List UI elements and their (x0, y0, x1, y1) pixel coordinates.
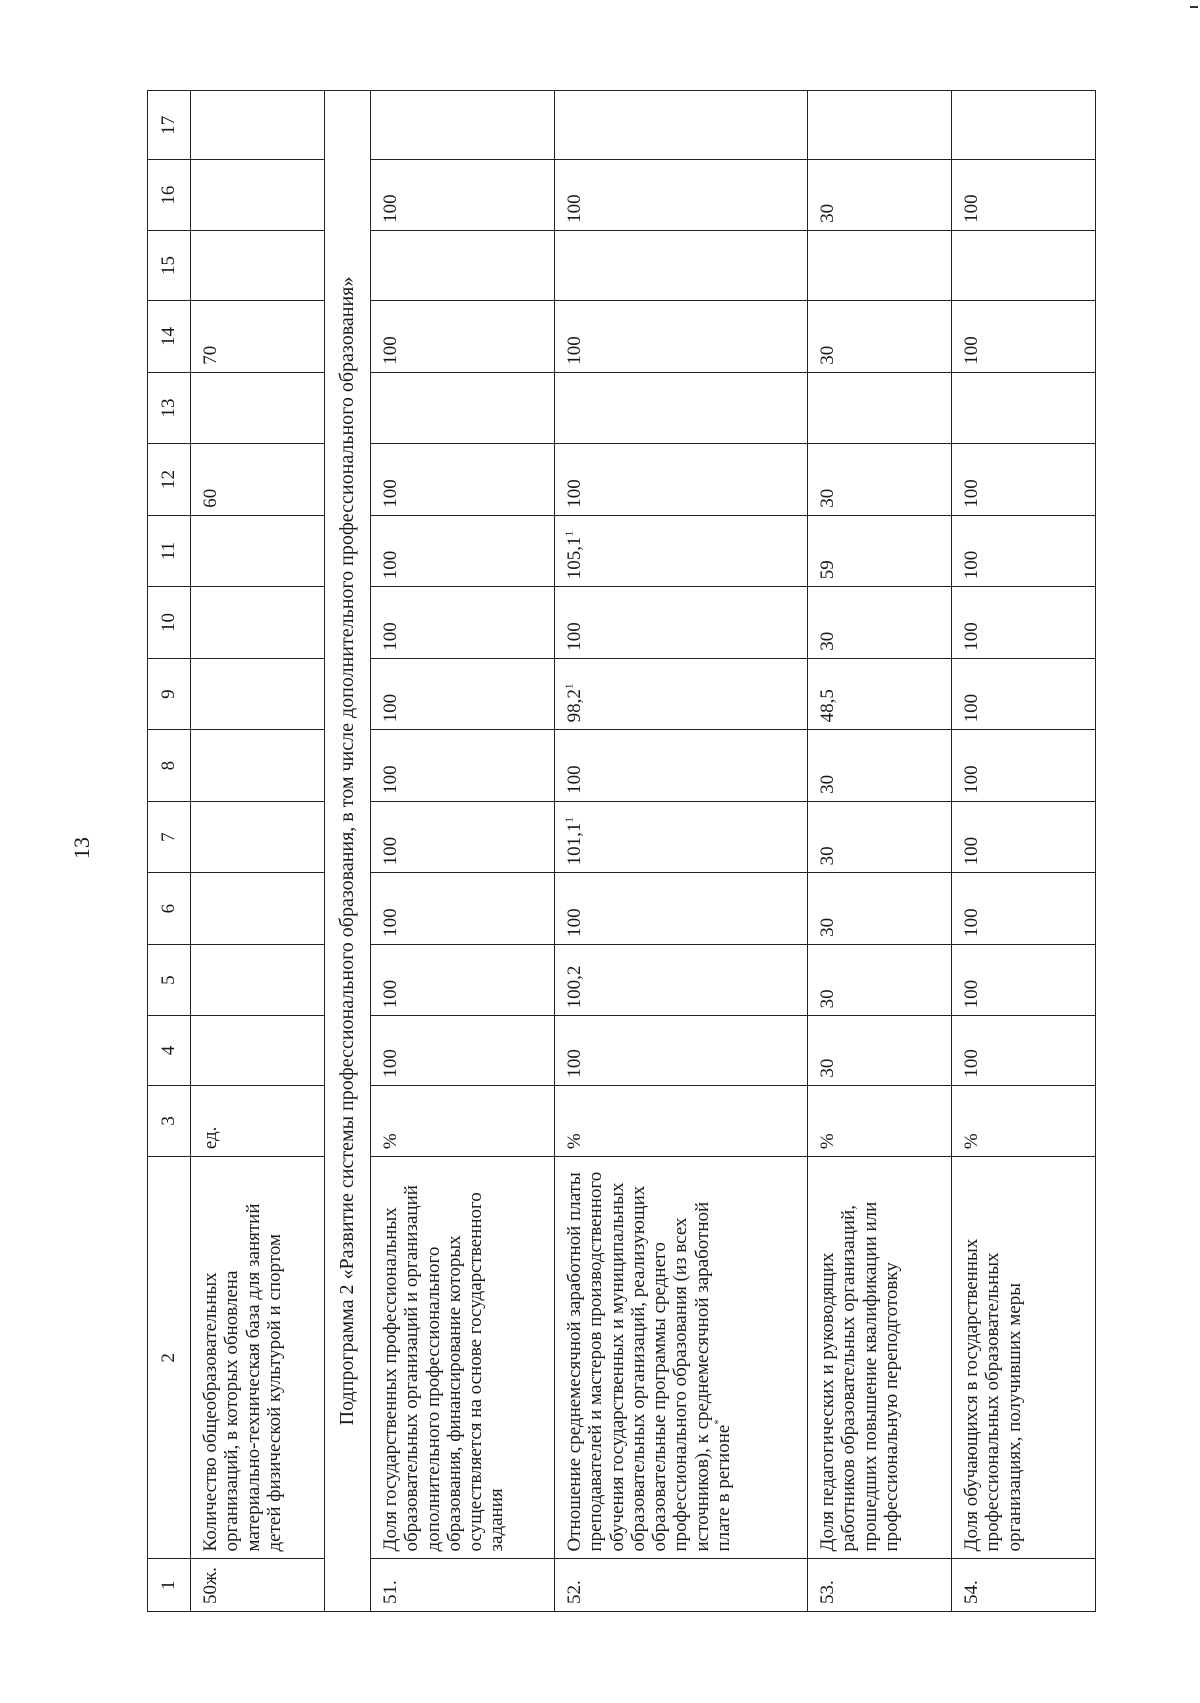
unit-cell: ед. (191, 1085, 325, 1157)
value-cell (371, 372, 555, 444)
column-header: 15 (148, 230, 191, 300)
indicator-text: Количество общеобразовательных организаций, в которых обновлена материально-техническая база для занятий детей физической культурой и спортом (191, 1157, 325, 1559)
value-cell: 60 (191, 444, 325, 516)
value-cell: 30 (808, 587, 952, 659)
value-cell (371, 230, 555, 300)
value-cell: 100 (952, 658, 1096, 730)
value-cell: 100 (952, 730, 1096, 802)
table-row (371, 91, 555, 1612)
value-cell: 100 (952, 1016, 1096, 1085)
column-header: 10 (148, 587, 191, 659)
value-cell: 100 (952, 801, 1096, 873)
column-header: 1 (148, 1559, 191, 1612)
indicator-text: Доля обучающихся в государственных профессиональных образовательных организациях, получивших меры (952, 1157, 1096, 1559)
value-cell: 100 (371, 944, 555, 1016)
value-cell: 100 (371, 801, 555, 873)
column-header: 5 (148, 944, 191, 1016)
column-header: 16 (148, 160, 191, 230)
value-cell (555, 730, 808, 802)
value-cell (191, 944, 325, 1016)
value-cell: 100 (371, 515, 555, 587)
value-cell (952, 230, 1096, 300)
value-cell: 100 (952, 587, 1096, 659)
value-cell (191, 160, 325, 230)
indicators-table (147, 90, 1096, 1612)
value-cell: 100 (952, 944, 1096, 1016)
value-cell: 30 (808, 444, 952, 516)
table-row (952, 91, 1096, 1612)
value-cell (371, 91, 555, 160)
column-header: 13 (148, 372, 191, 444)
column-header: 14 (148, 301, 191, 373)
value-cell: 30 (808, 160, 952, 230)
value: 100 (564, 194, 585, 223)
indicator-text-body: Отношение среднемесячной заработной платы преподавателей и мастеров производственного обучения государственных и муниципальных образовательных организаций, реализующих образовательные программы среднего профессионального образования (из всех источников), к среднемесячной заработной плате в регионе (564, 1171, 734, 1552)
value-cell: 100 (371, 730, 555, 802)
footnote-mark: * (712, 1419, 725, 1425)
value-cell (555, 944, 808, 1016)
value-cell: 100 (952, 515, 1096, 587)
column-header: 4 (148, 1016, 191, 1085)
row-number: 54. (952, 1559, 1096, 1612)
row-number: 52. (555, 1559, 808, 1612)
value-cell (808, 91, 952, 160)
unit-cell: % (371, 1085, 555, 1157)
value-cell: 100 (371, 587, 555, 659)
value-cell (555, 160, 808, 230)
value-cell: 100 (371, 160, 555, 230)
value-cell (191, 873, 325, 945)
value-cell (555, 91, 808, 160)
column-header: 11 (148, 515, 191, 587)
value-cell (808, 372, 952, 444)
indicator-text (555, 1157, 808, 1559)
column-header: 6 (148, 873, 191, 945)
unit-cell: % (952, 1085, 1096, 1157)
value: 100 (564, 908, 585, 937)
value-cell (555, 301, 808, 373)
footnote-mark: 1 (563, 531, 576, 537)
value-cell: 100 (952, 873, 1096, 945)
table-row (191, 91, 325, 1612)
value-cell (555, 230, 808, 300)
value-cell (191, 91, 325, 160)
value-cell: 30 (808, 801, 952, 873)
subprogram-row (325, 91, 371, 1612)
table-row (808, 91, 952, 1612)
value-cell (555, 801, 808, 873)
value: 100 (564, 479, 585, 508)
column-header: 12 (148, 444, 191, 516)
column-header: 2 (148, 1157, 191, 1559)
value-cell (191, 515, 325, 587)
value-cell: 100 (371, 1016, 555, 1085)
column-header: 17 (148, 91, 191, 160)
value-cell: 100 (371, 444, 555, 516)
value-cell (555, 1016, 808, 1085)
value-cell (191, 372, 325, 444)
subprogram-title: Подпрограмма 2 «Развитие системы профессионального образования, в том числе дополнительного профессионального образования» (325, 91, 371, 1612)
footnote-mark: 1 (563, 817, 576, 823)
value-cell: 48,5 (808, 658, 952, 730)
value-cell: 30 (808, 1016, 952, 1085)
value-cell (555, 444, 808, 516)
value-cell (555, 372, 808, 444)
value-cell (191, 587, 325, 659)
rotated-table-wrapper (147, 90, 1095, 1612)
value-cell (191, 730, 325, 802)
value-cell: 30 (808, 301, 952, 373)
value-cell: 59 (808, 515, 952, 587)
value-cell: 100 (952, 444, 1096, 516)
value: 100 (564, 622, 585, 651)
edge-mark (1190, 6, 1198, 8)
value-cell (952, 91, 1096, 160)
value-cell: 30 (808, 873, 952, 945)
column-header: 3 (148, 1085, 191, 1157)
row-number: 51. (371, 1559, 555, 1612)
column-header: 8 (148, 730, 191, 802)
value-cell (191, 801, 325, 873)
table-row (555, 91, 808, 1612)
value-cell (555, 658, 808, 730)
value-cell: 30 (808, 944, 952, 1016)
column-header: 9 (148, 658, 191, 730)
value-cell (555, 873, 808, 945)
value: 100,2 (564, 965, 585, 1009)
page-number: 13 (69, 837, 94, 859)
value-cell: 100 (371, 301, 555, 373)
indicator-text: Доля государственных профессиональных образовательных организаций и организаций дополнительного профессионального образования, финансирование которых осуществляется на основе государственного задания (371, 1157, 555, 1559)
row-number: 53. (808, 1559, 952, 1612)
unit-cell: % (555, 1085, 808, 1157)
column-header: 7 (148, 801, 191, 873)
value: 100 (564, 1049, 585, 1078)
footnote-mark: 1 (563, 683, 576, 690)
row-number: 50ж. (191, 1559, 325, 1612)
value-cell: 100 (371, 658, 555, 730)
value-cell: 30 (808, 730, 952, 802)
value-cell (555, 587, 808, 659)
unit-cell: % (808, 1085, 952, 1157)
column-header-row (148, 91, 191, 1612)
value-cell (191, 230, 325, 300)
value-cell (555, 515, 808, 587)
value-cell (952, 372, 1096, 444)
value-cell: 100 (371, 873, 555, 945)
value: 101,1 (564, 822, 585, 866)
value-cell: 100 (952, 160, 1096, 230)
value: 100 (564, 336, 585, 365)
value: 100 (564, 765, 585, 794)
indicator-text: Доля педагогических и руководящих работников образовательных организаций, прошедших повышение квалификации или профессиональную переподготовку (808, 1157, 952, 1559)
value-cell (808, 230, 952, 300)
value: 98,2 (564, 689, 585, 723)
value: 105,1 (564, 536, 585, 580)
value-cell: 100 (952, 301, 1096, 373)
value-cell (191, 1016, 325, 1085)
value-cell: 70 (191, 301, 325, 373)
value-cell (191, 658, 325, 730)
